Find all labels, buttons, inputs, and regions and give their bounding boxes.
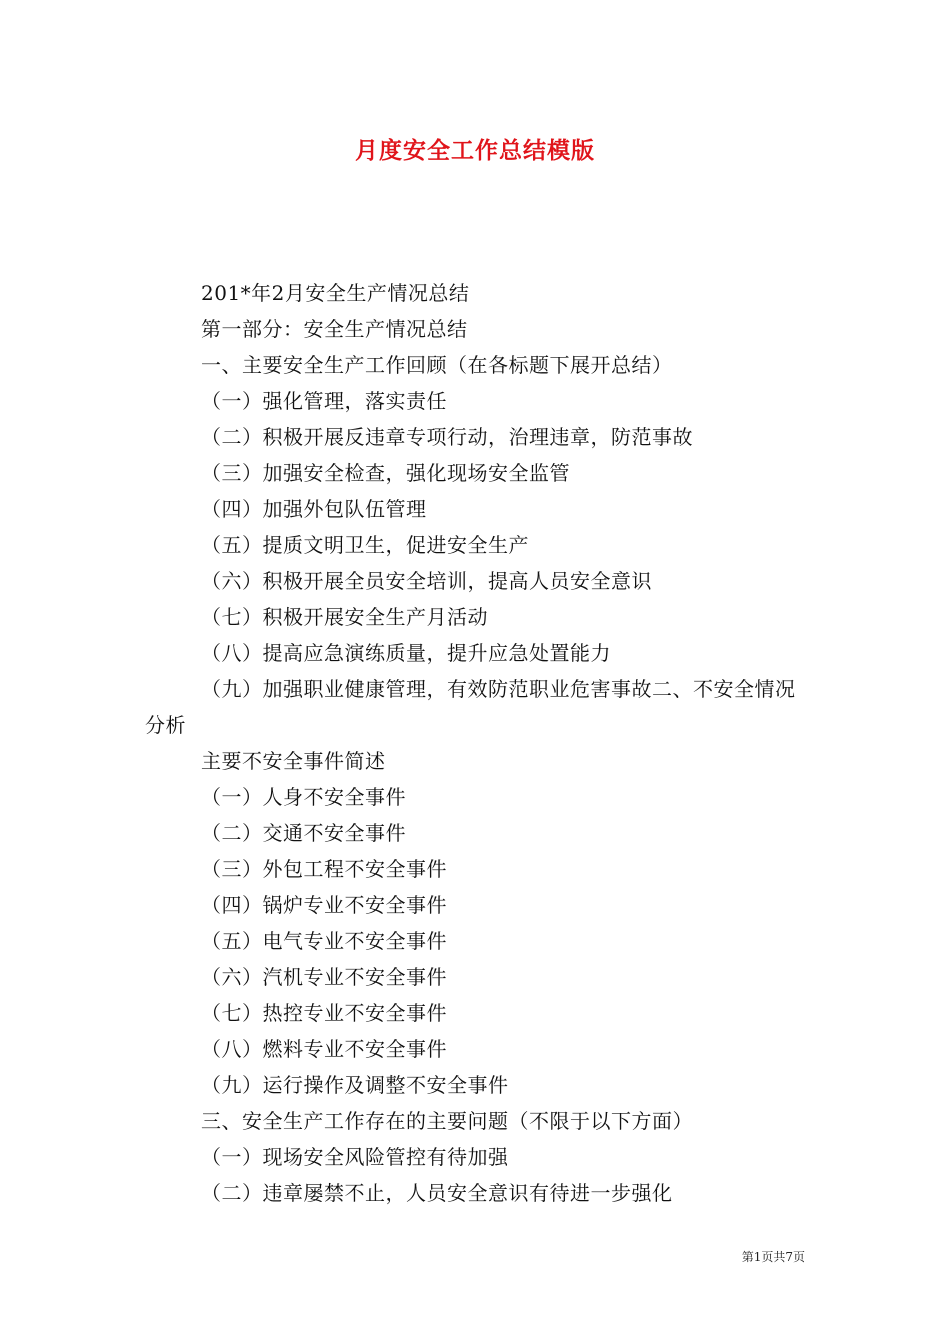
paragraph: （四）加强外包队伍管理 xyxy=(201,497,427,521)
paragraph: （一）人身不安全事件 xyxy=(201,785,406,809)
page-title: 月度安全工作总结模版 xyxy=(355,138,595,164)
paragraph: （三）加强安全检查，强化现场安全监管 xyxy=(201,461,570,485)
paragraph: （五）电气专业不安全事件 xyxy=(201,929,447,953)
paragraph: （九）加强职业健康管理，有效防范职业危害事故二、不安全情况分析 xyxy=(145,677,796,737)
paragraph: （四）锅炉专业不安全事件 xyxy=(201,893,447,917)
paragraph: 201*年2月安全生产情况总结 xyxy=(201,281,470,305)
paragraph: （五）提质文明卫生，促进安全生产 xyxy=(201,533,529,557)
paragraph: （六）积极开展全员安全培训，提高人员安全意识 xyxy=(201,569,652,593)
paragraph: （六）汽机专业不安全事件 xyxy=(201,965,447,989)
paragraph: （八）提高应急演练质量，提升应急处置能力 xyxy=(201,641,611,665)
paragraph: （八）燃料专业不安全事件 xyxy=(201,1037,447,1061)
paragraph: （一）现场安全风险管控有待加强 xyxy=(201,1145,509,1169)
paragraph: （七）热控专业不安全事件 xyxy=(201,1001,447,1025)
page-number: 第1页共7页 xyxy=(741,1250,805,1264)
paragraph: （二）交通不安全事件 xyxy=(201,821,406,845)
paragraph: （三）外包工程不安全事件 xyxy=(201,857,447,881)
document-body xyxy=(145,275,810,1211)
paragraph: （一）强化管理，落实责任 xyxy=(201,389,447,413)
paragraph: 第一部分：安全生产情况总结 xyxy=(201,317,468,341)
paragraph: 一、主要安全生产工作回顾（在各标题下展开总结） xyxy=(201,353,673,377)
paragraph: （二）违章屡禁不止，人员安全意识有待进一步强化 xyxy=(201,1181,673,1205)
paragraph: （九）运行操作及调整不安全事件 xyxy=(201,1073,509,1097)
paragraph: （二）积极开展反违章专项行动，治理违章，防范事故 xyxy=(201,425,693,449)
paragraph: 主要不安全事件简述 xyxy=(201,749,386,773)
paragraph: 三、安全生产工作存在的主要问题（不限于以下方面） xyxy=(201,1109,693,1133)
paragraph: （七）积极开展安全生产月活动 xyxy=(201,605,488,629)
